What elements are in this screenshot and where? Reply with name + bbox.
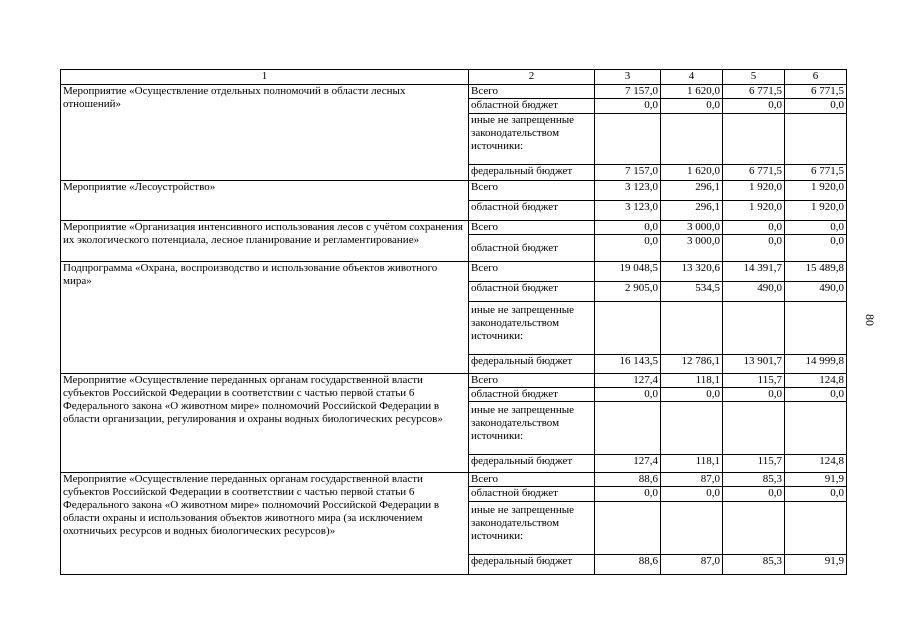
value-cell: 0,0: [723, 99, 785, 114]
value-cell: [595, 114, 661, 165]
table-row: [61, 374, 847, 388]
source-cell: областной бюджет: [469, 235, 595, 262]
value-cell: [595, 402, 661, 455]
value-cell: 12 786,1: [661, 355, 723, 374]
value-cell: 0,0: [661, 487, 723, 502]
source-cell: иные не запрещенные законодательством источники:: [469, 402, 595, 455]
table-row: [61, 85, 847, 99]
page-number: 80: [863, 314, 877, 326]
budget-table: [60, 69, 847, 575]
value-cell: 118,1: [661, 374, 723, 388]
value-cell: 124,8: [785, 455, 847, 473]
value-cell: 296,1: [661, 181, 723, 201]
source-cell: иные не запрещенные законодательством источники:: [469, 302, 595, 355]
value-cell: [661, 502, 723, 555]
value-cell: 88,6: [595, 473, 661, 487]
value-cell: 7 157,0: [595, 165, 661, 181]
value-cell: 490,0: [785, 282, 847, 302]
source-cell: областной бюджет: [469, 282, 595, 302]
source-cell: областной бюджет: [469, 201, 595, 221]
value-cell: 115,7: [723, 455, 785, 473]
value-cell: [661, 402, 723, 455]
value-cell: 490,0: [723, 282, 785, 302]
value-cell: 0,0: [723, 388, 785, 402]
value-cell: 124,8: [785, 374, 847, 388]
value-cell: [723, 402, 785, 455]
value-cell: 16 143,5: [595, 355, 661, 374]
header-col-2: 2: [469, 70, 595, 85]
table-row: [61, 221, 847, 235]
value-cell: 6 771,5: [785, 85, 847, 99]
value-cell: [785, 114, 847, 165]
value-cell: 0,0: [595, 235, 661, 262]
value-cell: 2 905,0: [595, 282, 661, 302]
value-cell: [595, 502, 661, 555]
value-cell: 0,0: [723, 221, 785, 235]
header-col-6: 6: [785, 70, 847, 85]
source-cell: Всего: [469, 181, 595, 201]
event-cell: Подпрограмма «Охрана, воспроизводство и использование объектов животного мира»: [61, 262, 469, 374]
value-cell: 88,6: [595, 555, 661, 575]
value-cell: 1 920,0: [785, 181, 847, 201]
value-cell: [785, 402, 847, 455]
value-cell: 1 620,0: [661, 165, 723, 181]
value-cell: 296,1: [661, 201, 723, 221]
source-cell: Всего: [469, 221, 595, 235]
source-cell: Всего: [469, 262, 595, 282]
value-cell: 0,0: [785, 388, 847, 402]
table-row: [61, 473, 847, 487]
value-cell: 14 999,8: [785, 355, 847, 374]
value-cell: [723, 114, 785, 165]
source-cell: федеральный бюджет: [469, 355, 595, 374]
value-cell: 118,1: [661, 455, 723, 473]
value-cell: 19 048,5: [595, 262, 661, 282]
value-cell: 1 920,0: [723, 201, 785, 221]
value-cell: 85,3: [723, 473, 785, 487]
header-col-5: 5: [723, 70, 785, 85]
value-cell: 85,3: [723, 555, 785, 575]
value-cell: 0,0: [661, 388, 723, 402]
table-row: [61, 181, 847, 201]
value-cell: 13 901,7: [723, 355, 785, 374]
value-cell: 115,7: [723, 374, 785, 388]
event-cell: Мероприятие «Осуществление переданных органам государственной власти субъектов Российской Федерации в соответствии с частью первой статьи 6 Федерального закона «О животном мире» полномочий Российской Федерации в области охраны и использования объектов животного мира (за исключением охотничьих ресурсов и водных биологических ресурсов)»: [61, 473, 469, 575]
value-cell: 127,4: [595, 455, 661, 473]
value-cell: [785, 302, 847, 355]
value-cell: 0,0: [785, 235, 847, 262]
value-cell: 0,0: [785, 487, 847, 502]
event-cell: Мероприятие «Осуществление отдельных полномочий в области лесных отношений»: [61, 85, 469, 181]
value-cell: 6 771,5: [785, 165, 847, 181]
value-cell: 0,0: [785, 99, 847, 114]
value-cell: 14 391,7: [723, 262, 785, 282]
source-cell: иные не запрещенные законодательством источники:: [469, 502, 595, 555]
value-cell: 0,0: [595, 99, 661, 114]
source-cell: областной бюджет: [469, 487, 595, 502]
header-col-4: 4: [661, 70, 723, 85]
value-cell: 7 157,0: [595, 85, 661, 99]
source-cell: областной бюджет: [469, 99, 595, 114]
value-cell: 91,9: [785, 555, 847, 575]
value-cell: 1 620,0: [661, 85, 723, 99]
value-cell: 0,0: [661, 99, 723, 114]
value-cell: 3 000,0: [661, 221, 723, 235]
table-row: [61, 262, 847, 282]
value-cell: 0,0: [595, 221, 661, 235]
value-cell: 0,0: [595, 388, 661, 402]
source-cell: федеральный бюджет: [469, 165, 595, 181]
value-cell: 13 320,6: [661, 262, 723, 282]
source-cell: Всего: [469, 473, 595, 487]
value-cell: 0,0: [723, 235, 785, 262]
source-cell: Всего: [469, 374, 595, 388]
value-cell: 0,0: [595, 487, 661, 502]
event-cell: Мероприятие «Осуществление переданных органам государственной власти субъектов Российской Федерации в соответствии с частью первой статьи 6 Федерального закона «О животном мире» полномочий Российской Федерации в области организации, регулирования и охраны водных биологических ресурсов»: [61, 374, 469, 473]
value-cell: 1 920,0: [785, 201, 847, 221]
event-cell: Мероприятие «Организация интенсивного использования лесов с учётом сохранения их экологического потенциала, лесное планирование и регламентирование»: [61, 221, 469, 262]
header-col-3: 3: [595, 70, 661, 85]
value-cell: 91,9: [785, 473, 847, 487]
value-cell: [661, 114, 723, 165]
value-cell: 3 123,0: [595, 181, 661, 201]
source-cell: федеральный бюджет: [469, 455, 595, 473]
value-cell: 6 771,5: [723, 85, 785, 99]
source-cell: областной бюджет: [469, 388, 595, 402]
value-cell: 6 771,5: [723, 165, 785, 181]
value-cell: 3 000,0: [661, 235, 723, 262]
source-cell: Всего: [469, 85, 595, 99]
value-cell: [785, 502, 847, 555]
value-cell: [661, 302, 723, 355]
header-col-1: 1: [61, 70, 469, 85]
value-cell: 0,0: [723, 487, 785, 502]
source-cell: иные не запрещенные законодательством источники:: [469, 114, 595, 165]
value-cell: 3 123,0: [595, 201, 661, 221]
value-cell: [595, 302, 661, 355]
source-cell: федеральный бюджет: [469, 555, 595, 575]
value-cell: [723, 302, 785, 355]
value-cell: 534,5: [661, 282, 723, 302]
value-cell: [723, 502, 785, 555]
event-cell: Мероприятие «Лесоустройство»: [61, 181, 469, 221]
value-cell: 15 489,8: [785, 262, 847, 282]
value-cell: 127,4: [595, 374, 661, 388]
value-cell: 0,0: [785, 221, 847, 235]
header-row: [61, 70, 847, 85]
value-cell: 1 920,0: [723, 181, 785, 201]
value-cell: 87,0: [661, 555, 723, 575]
value-cell: 87,0: [661, 473, 723, 487]
